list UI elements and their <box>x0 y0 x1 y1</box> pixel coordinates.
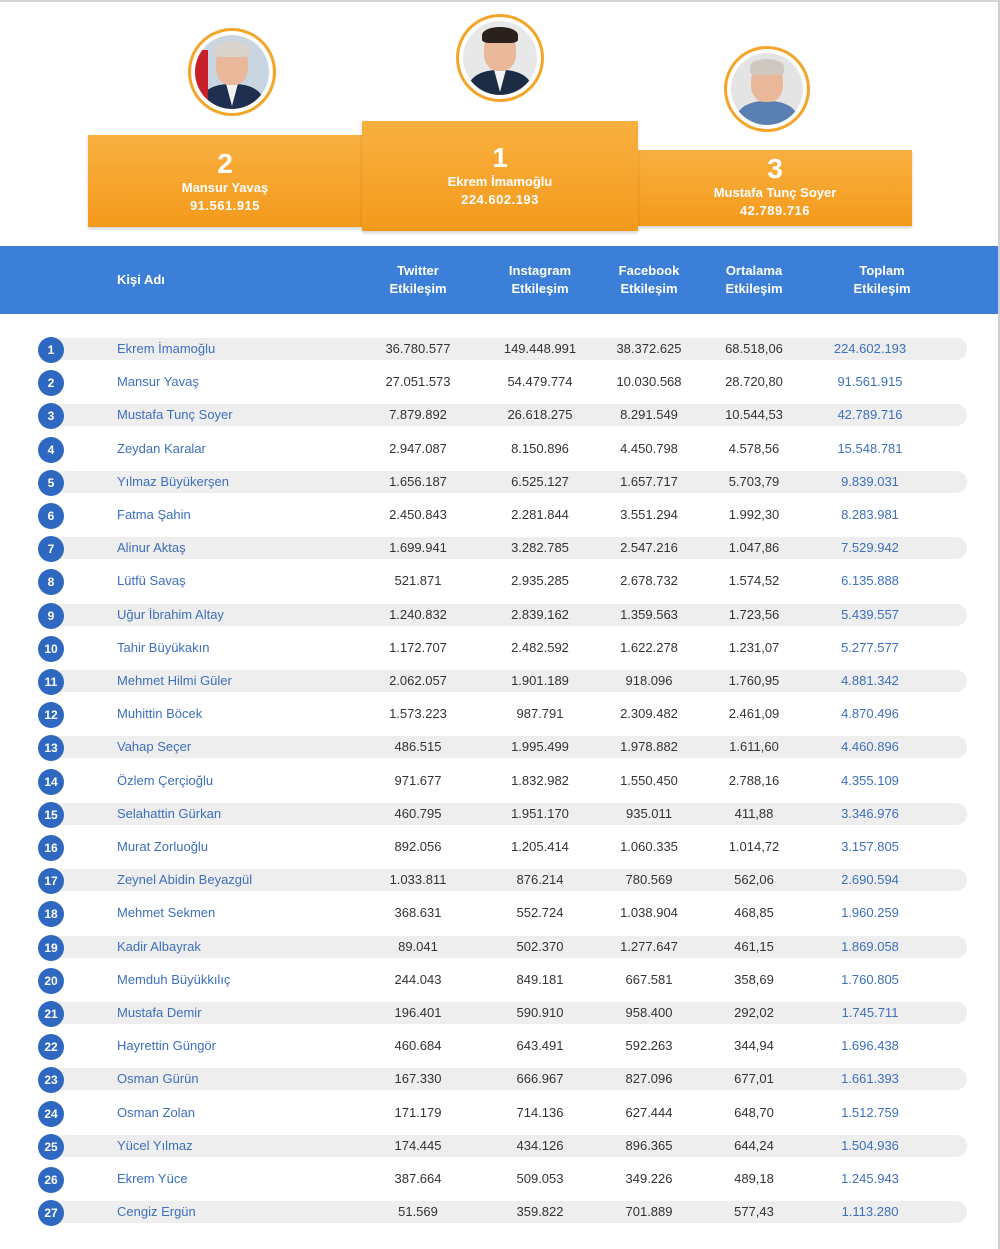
row-name[interactable]: Ekrem Yüce <box>117 1171 188 1186</box>
row-average: 4.578,56 <box>728 440 780 456</box>
row-facebook: 10.030.568 <box>616 374 682 390</box>
rank-badge: 17 <box>38 868 64 894</box>
rank-badge: 11 <box>38 669 64 695</box>
row-name[interactable]: Osman Zolan <box>117 1104 196 1120</box>
row-facebook: 958.400 <box>625 1005 673 1020</box>
avatar-third <box>724 46 810 132</box>
table-row <box>0 1198 1000 1231</box>
row-twitter: 174.445 <box>394 1137 442 1153</box>
row-name[interactable]: Mehmet Sekmen <box>117 905 216 921</box>
header-facebook <box>598 246 700 314</box>
row-average: 28.720,80 <box>725 374 783 390</box>
row-facebook: 896.365 <box>625 1137 673 1153</box>
row-name[interactable]: Fatma Şahin <box>117 507 191 522</box>
table-row <box>0 933 1000 966</box>
row-twitter: 36.780.577 <box>385 341 451 356</box>
row-name[interactable]: Yılmaz Büyükerşen <box>117 473 229 489</box>
table-header <box>0 246 998 314</box>
table-row <box>0 1165 1000 1198</box>
row-total: 9.839.031 <box>841 473 899 489</box>
row-twitter: 2.450.843 <box>389 507 447 522</box>
podium-rank: 3 <box>767 153 783 184</box>
row-instagram: 2.839.162 <box>511 606 569 622</box>
row-instagram: 714.136 <box>516 1104 564 1120</box>
table-row <box>0 435 1000 468</box>
row-name[interactable]: Mustafa Demir <box>117 1005 202 1020</box>
podium <box>0 0 1000 240</box>
row-facebook: 827.096 <box>625 1071 673 1087</box>
row-name[interactable]: Alinur Aktaş <box>117 540 186 556</box>
header-label: Ortalama <box>725 263 783 278</box>
table-row <box>0 899 1000 932</box>
row-twitter: 244.043 <box>394 971 442 987</box>
table-row <box>0 1132 1000 1165</box>
row-name[interactable]: Ekrem İmamoğlu <box>117 341 216 356</box>
row-average: 2.788,16 <box>728 772 780 788</box>
table-row <box>0 601 1000 634</box>
rank-badge: 2 <box>38 370 64 396</box>
table-row <box>0 700 1000 733</box>
row-twitter: 171.179 <box>394 1104 442 1120</box>
rank-badge: 5 <box>38 470 64 496</box>
row-name[interactable]: Selahattin Gürkan <box>117 805 222 821</box>
row-name[interactable]: Mehmet Hilmi Güler <box>117 673 232 688</box>
podium-total: 224.602.193 <box>461 192 539 207</box>
row-instagram: 149.448.991 <box>503 341 577 356</box>
row-average: 1.992,30 <box>728 507 780 522</box>
row-average: 5.703,79 <box>728 473 780 489</box>
row-average: 468,85 <box>734 905 774 921</box>
avatar-second <box>188 28 276 116</box>
row-average: 1.611,60 <box>729 739 779 755</box>
row-instagram: 552.724 <box>516 905 564 921</box>
row-name[interactable]: Cengiz Ergün <box>117 1204 196 1220</box>
rank-badge: 10 <box>38 636 64 662</box>
header-label: Facebook <box>618 263 680 278</box>
table-row <box>0 634 1000 667</box>
rank-badge: 12 <box>38 702 64 728</box>
table-row <box>0 999 1000 1032</box>
row-total: 1.113.280 <box>841 1204 899 1220</box>
row-twitter: 1.573.223 <box>389 706 447 722</box>
rank-badge: 4 <box>38 437 64 463</box>
row-twitter: 1.699.941 <box>389 540 447 556</box>
podium-rank: 1 <box>492 142 508 173</box>
table-row <box>0 866 1000 899</box>
rank-badge: 25 <box>38 1134 64 1160</box>
podium-rank: 2 <box>217 148 233 179</box>
row-facebook: 1.657.717 <box>620 473 678 489</box>
row-twitter: 2.062.057 <box>389 673 447 688</box>
podium-total: 91.561.915 <box>189 198 261 213</box>
row-twitter: 892.056 <box>394 839 442 854</box>
rank-badge: 21 <box>38 1001 64 1027</box>
row-total: 1.960.259 <box>841 905 899 921</box>
row-total: 5.277.577 <box>841 639 899 655</box>
rank-badge: 1 <box>38 337 64 363</box>
header-sublabel: Etkileşim <box>620 281 678 296</box>
row-total: 8.283.981 <box>841 507 899 522</box>
table-row <box>0 1032 1000 1065</box>
row-total: 1.869.058 <box>841 938 899 954</box>
table-row <box>0 335 1000 368</box>
row-twitter: 1.656.187 <box>389 473 447 489</box>
row-twitter: 89.041 <box>398 938 438 954</box>
row-facebook: 349.226 <box>625 1171 673 1186</box>
row-instagram: 1.951.170 <box>511 805 569 821</box>
portrait-second <box>195 35 269 109</box>
rank-badge: 26 <box>38 1167 64 1193</box>
row-instagram: 2.482.592 <box>511 639 569 655</box>
header-average <box>700 246 808 314</box>
row-average: 1.574,52 <box>728 573 780 589</box>
row-total: 1.760.805 <box>841 971 899 987</box>
header-sublabel: Etkileşim <box>725 281 783 296</box>
row-total: 15.548.781 <box>837 440 903 456</box>
podium-box-first <box>362 121 638 231</box>
rank-badge: 20 <box>38 968 64 994</box>
table-row <box>0 501 1000 534</box>
row-total: 7.529.942 <box>841 540 899 556</box>
header-label: Instagram <box>508 263 572 278</box>
row-twitter: 167.330 <box>394 1071 442 1087</box>
header-sublabel: Etkileşim <box>853 281 911 296</box>
rank-badge: 27 <box>38 1200 64 1226</box>
row-instagram: 3.282.785 <box>511 540 569 556</box>
rank-badge: 23 <box>38 1067 64 1093</box>
row-instagram: 502.370 <box>516 938 564 954</box>
rank-badge: 18 <box>38 901 64 927</box>
row-facebook: 1.622.278 <box>620 639 678 655</box>
row-average: 1.760,95 <box>728 673 780 688</box>
row-instagram: 1.832.982 <box>511 772 569 788</box>
row-facebook: 667.581 <box>625 971 673 987</box>
row-twitter: 521.871 <box>394 573 442 589</box>
row-total: 3.157.805 <box>841 839 899 854</box>
table-row <box>0 567 1000 600</box>
row-twitter: 460.684 <box>394 1038 442 1054</box>
table-row <box>0 800 1000 833</box>
table-row <box>0 1065 1000 1098</box>
row-name[interactable]: Zeydan Karalar <box>117 440 206 456</box>
row-name[interactable]: Mustafa Tunç Soyer <box>117 407 233 423</box>
row-average: 411,88 <box>734 805 774 821</box>
row-twitter: 27.051.573 <box>385 374 451 390</box>
row-average: 10.544,53 <box>725 407 783 423</box>
row-instagram: 26.618.275 <box>507 407 573 423</box>
row-instagram: 434.126 <box>516 1137 564 1153</box>
row-facebook: 3.551.294 <box>620 507 678 522</box>
table-row <box>0 667 1000 700</box>
row-instagram: 876.214 <box>516 872 564 888</box>
row-facebook: 8.291.549 <box>620 407 678 423</box>
row-instagram: 54.479.774 <box>507 374 573 390</box>
row-total: 1.504.936 <box>841 1137 899 1153</box>
row-average: 1.231,07 <box>728 639 780 655</box>
row-instagram: 1.995.499 <box>511 739 569 755</box>
podium-box-third <box>638 150 912 226</box>
row-name[interactable]: Kadir Albayrak <box>117 938 201 954</box>
row-twitter: 368.631 <box>394 905 442 921</box>
row-facebook: 1.060.335 <box>620 839 678 854</box>
rank-badge: 14 <box>38 769 64 795</box>
row-twitter: 1.033.811 <box>389 872 447 888</box>
row-twitter: 1.172.707 <box>389 639 447 655</box>
table-row <box>0 401 1000 434</box>
table-row <box>0 468 1000 501</box>
row-total: 4.355.109 <box>841 772 899 788</box>
podium-total: 42.789.716 <box>739 203 811 218</box>
row-instagram: 643.491 <box>516 1038 564 1054</box>
row-instagram: 2.281.844 <box>511 507 569 522</box>
row-facebook: 1.359.563 <box>620 606 678 622</box>
row-total: 5.439.557 <box>841 606 899 622</box>
rank-badge: 8 <box>38 569 64 595</box>
rank-badge: 6 <box>38 503 64 529</box>
header-label: Twitter <box>397 263 439 278</box>
row-name[interactable]: Yücel Yılmaz <box>117 1137 193 1153</box>
row-total: 91.561.915 <box>837 374 903 390</box>
row-instagram: 1.901.189 <box>511 673 569 688</box>
row-average: 1.014,72 <box>728 839 780 854</box>
rank-badge: 9 <box>38 603 64 629</box>
rank-badge: 13 <box>38 735 64 761</box>
row-average: 68.518,06 <box>725 341 783 356</box>
row-name[interactable]: Lütfü Savaş <box>117 573 186 589</box>
row-facebook: 2.547.216 <box>620 540 678 556</box>
row-instagram: 2.935.285 <box>511 573 569 589</box>
row-name[interactable]: Tahir Büyükakın <box>117 639 210 655</box>
row-instagram: 8.150.896 <box>511 440 569 456</box>
row-facebook: 1.038.904 <box>620 905 678 921</box>
header-instagram <box>482 246 598 314</box>
row-facebook: 627.444 <box>625 1104 673 1120</box>
header-twitter <box>365 246 471 314</box>
rank-badge: 3 <box>38 403 64 429</box>
row-instagram: 509.053 <box>516 1171 564 1186</box>
row-twitter: 1.240.832 <box>389 606 447 622</box>
row-facebook: 592.263 <box>625 1038 673 1054</box>
header-total <box>820 246 944 314</box>
header-sublabel: Etkileşim <box>389 281 447 296</box>
row-total: 1.245.943 <box>841 1171 899 1186</box>
row-average: 562,06 <box>734 872 774 888</box>
row-facebook: 780.569 <box>625 872 673 888</box>
row-total: 1.512.759 <box>841 1104 899 1120</box>
table-row <box>0 368 1000 401</box>
row-name[interactable]: Memduh Büyükkılıç <box>117 971 231 987</box>
row-facebook: 2.309.482 <box>620 706 678 722</box>
table-row <box>0 1099 1000 1132</box>
row-name[interactable]: Muhittin Böcek <box>117 706 203 722</box>
row-twitter: 2.947.087 <box>389 440 447 456</box>
row-total: 4.870.496 <box>841 706 899 722</box>
row-instagram: 6.525.127 <box>511 473 569 489</box>
podium-name: Ekrem İmamoğlu <box>447 174 553 189</box>
row-instagram: 666.967 <box>516 1071 564 1087</box>
header-name <box>117 246 317 314</box>
podium-name: Mustafa Tunç Soyer <box>713 185 837 200</box>
row-facebook: 1.978.882 <box>620 739 678 755</box>
row-name[interactable]: Osman Gürün <box>117 1071 199 1087</box>
row-average: 1.723,56 <box>728 606 780 622</box>
rank-badge: 16 <box>38 835 64 861</box>
row-total: 42.789.716 <box>837 407 903 423</box>
row-instagram: 590.910 <box>516 1005 564 1020</box>
podium-name: Mansur Yavaş <box>181 180 269 195</box>
row-twitter: 460.795 <box>394 805 442 821</box>
row-total: 4.460.896 <box>841 739 899 755</box>
row-facebook: 1.277.647 <box>620 938 678 954</box>
row-total: 1.696.438 <box>841 1038 899 1054</box>
row-average: 292,02 <box>734 1005 774 1020</box>
row-average: 677,01 <box>734 1071 774 1087</box>
row-name[interactable]: Uğur İbrahim Altay <box>117 606 224 622</box>
table-row <box>0 733 1000 766</box>
row-twitter: 486.515 <box>394 739 442 755</box>
row-total: 6.135.888 <box>841 573 899 589</box>
row-twitter: 7.879.892 <box>389 407 447 423</box>
header-label: Toplam <box>859 263 905 278</box>
row-total: 224.602.193 <box>833 341 907 356</box>
table-row <box>0 833 1000 866</box>
row-name[interactable]: Murat Zorluoğlu <box>117 839 209 854</box>
row-total: 4.881.342 <box>841 673 899 688</box>
rank-badge: 24 <box>38 1101 64 1127</box>
row-average: 358,69 <box>734 971 774 987</box>
row-twitter: 51.569 <box>398 1204 438 1220</box>
row-name[interactable]: Zeynel Abidin Beyazgül <box>117 872 253 888</box>
row-instagram: 849.181 <box>516 971 564 987</box>
table-row <box>0 534 1000 567</box>
row-facebook: 4.450.798 <box>620 440 678 456</box>
header-label: Kişi Adı <box>117 272 165 287</box>
row-average: 2.461,09 <box>728 706 780 722</box>
row-total: 1.745.711 <box>841 1005 899 1020</box>
row-average: 489,18 <box>734 1171 774 1186</box>
row-name[interactable]: Özlem Çerçioğlu <box>117 772 214 788</box>
rank-badge: 15 <box>38 802 64 828</box>
row-average: 644,24 <box>734 1137 774 1153</box>
table-row <box>0 966 1000 999</box>
row-facebook: 918.096 <box>625 673 673 688</box>
row-twitter: 971.677 <box>394 772 442 788</box>
row-instagram: 359.822 <box>516 1204 564 1220</box>
portrait-third <box>731 53 803 125</box>
row-name[interactable]: Vahap Seçer <box>117 739 192 755</box>
row-facebook: 2.678.732 <box>620 573 678 589</box>
row-average: 1.047,86 <box>728 540 780 556</box>
row-total: 2.690.594 <box>841 872 899 888</box>
podium-box-second <box>88 135 362 227</box>
row-total: 3.346.976 <box>841 805 899 821</box>
row-facebook: 701.889 <box>625 1204 673 1220</box>
row-name[interactable]: Mansur Yavaş <box>117 374 199 390</box>
rank-badge: 7 <box>38 536 64 562</box>
header-sublabel: Etkileşim <box>511 281 569 296</box>
row-average: 461,15 <box>734 938 774 954</box>
row-instagram: 987.791 <box>516 706 564 722</box>
row-facebook: 1.550.450 <box>620 772 678 788</box>
row-instagram: 1.205.414 <box>511 839 569 854</box>
avatar-first <box>456 14 544 102</box>
row-name[interactable]: Hayrettin Güngör <box>117 1038 216 1054</box>
row-twitter: 387.664 <box>394 1171 442 1186</box>
row-twitter: 196.401 <box>394 1005 442 1020</box>
row-facebook: 38.372.625 <box>616 341 682 356</box>
portrait-first <box>463 21 537 95</box>
row-facebook: 935.011 <box>625 805 673 821</box>
rank-badge: 22 <box>38 1034 64 1060</box>
row-average: 344,94 <box>734 1038 774 1054</box>
table-row <box>0 767 1000 800</box>
rank-badge: 19 <box>38 935 64 961</box>
row-average: 648,70 <box>734 1104 774 1120</box>
row-average: 577,43 <box>734 1204 774 1220</box>
row-total: 1.661.393 <box>841 1071 899 1087</box>
